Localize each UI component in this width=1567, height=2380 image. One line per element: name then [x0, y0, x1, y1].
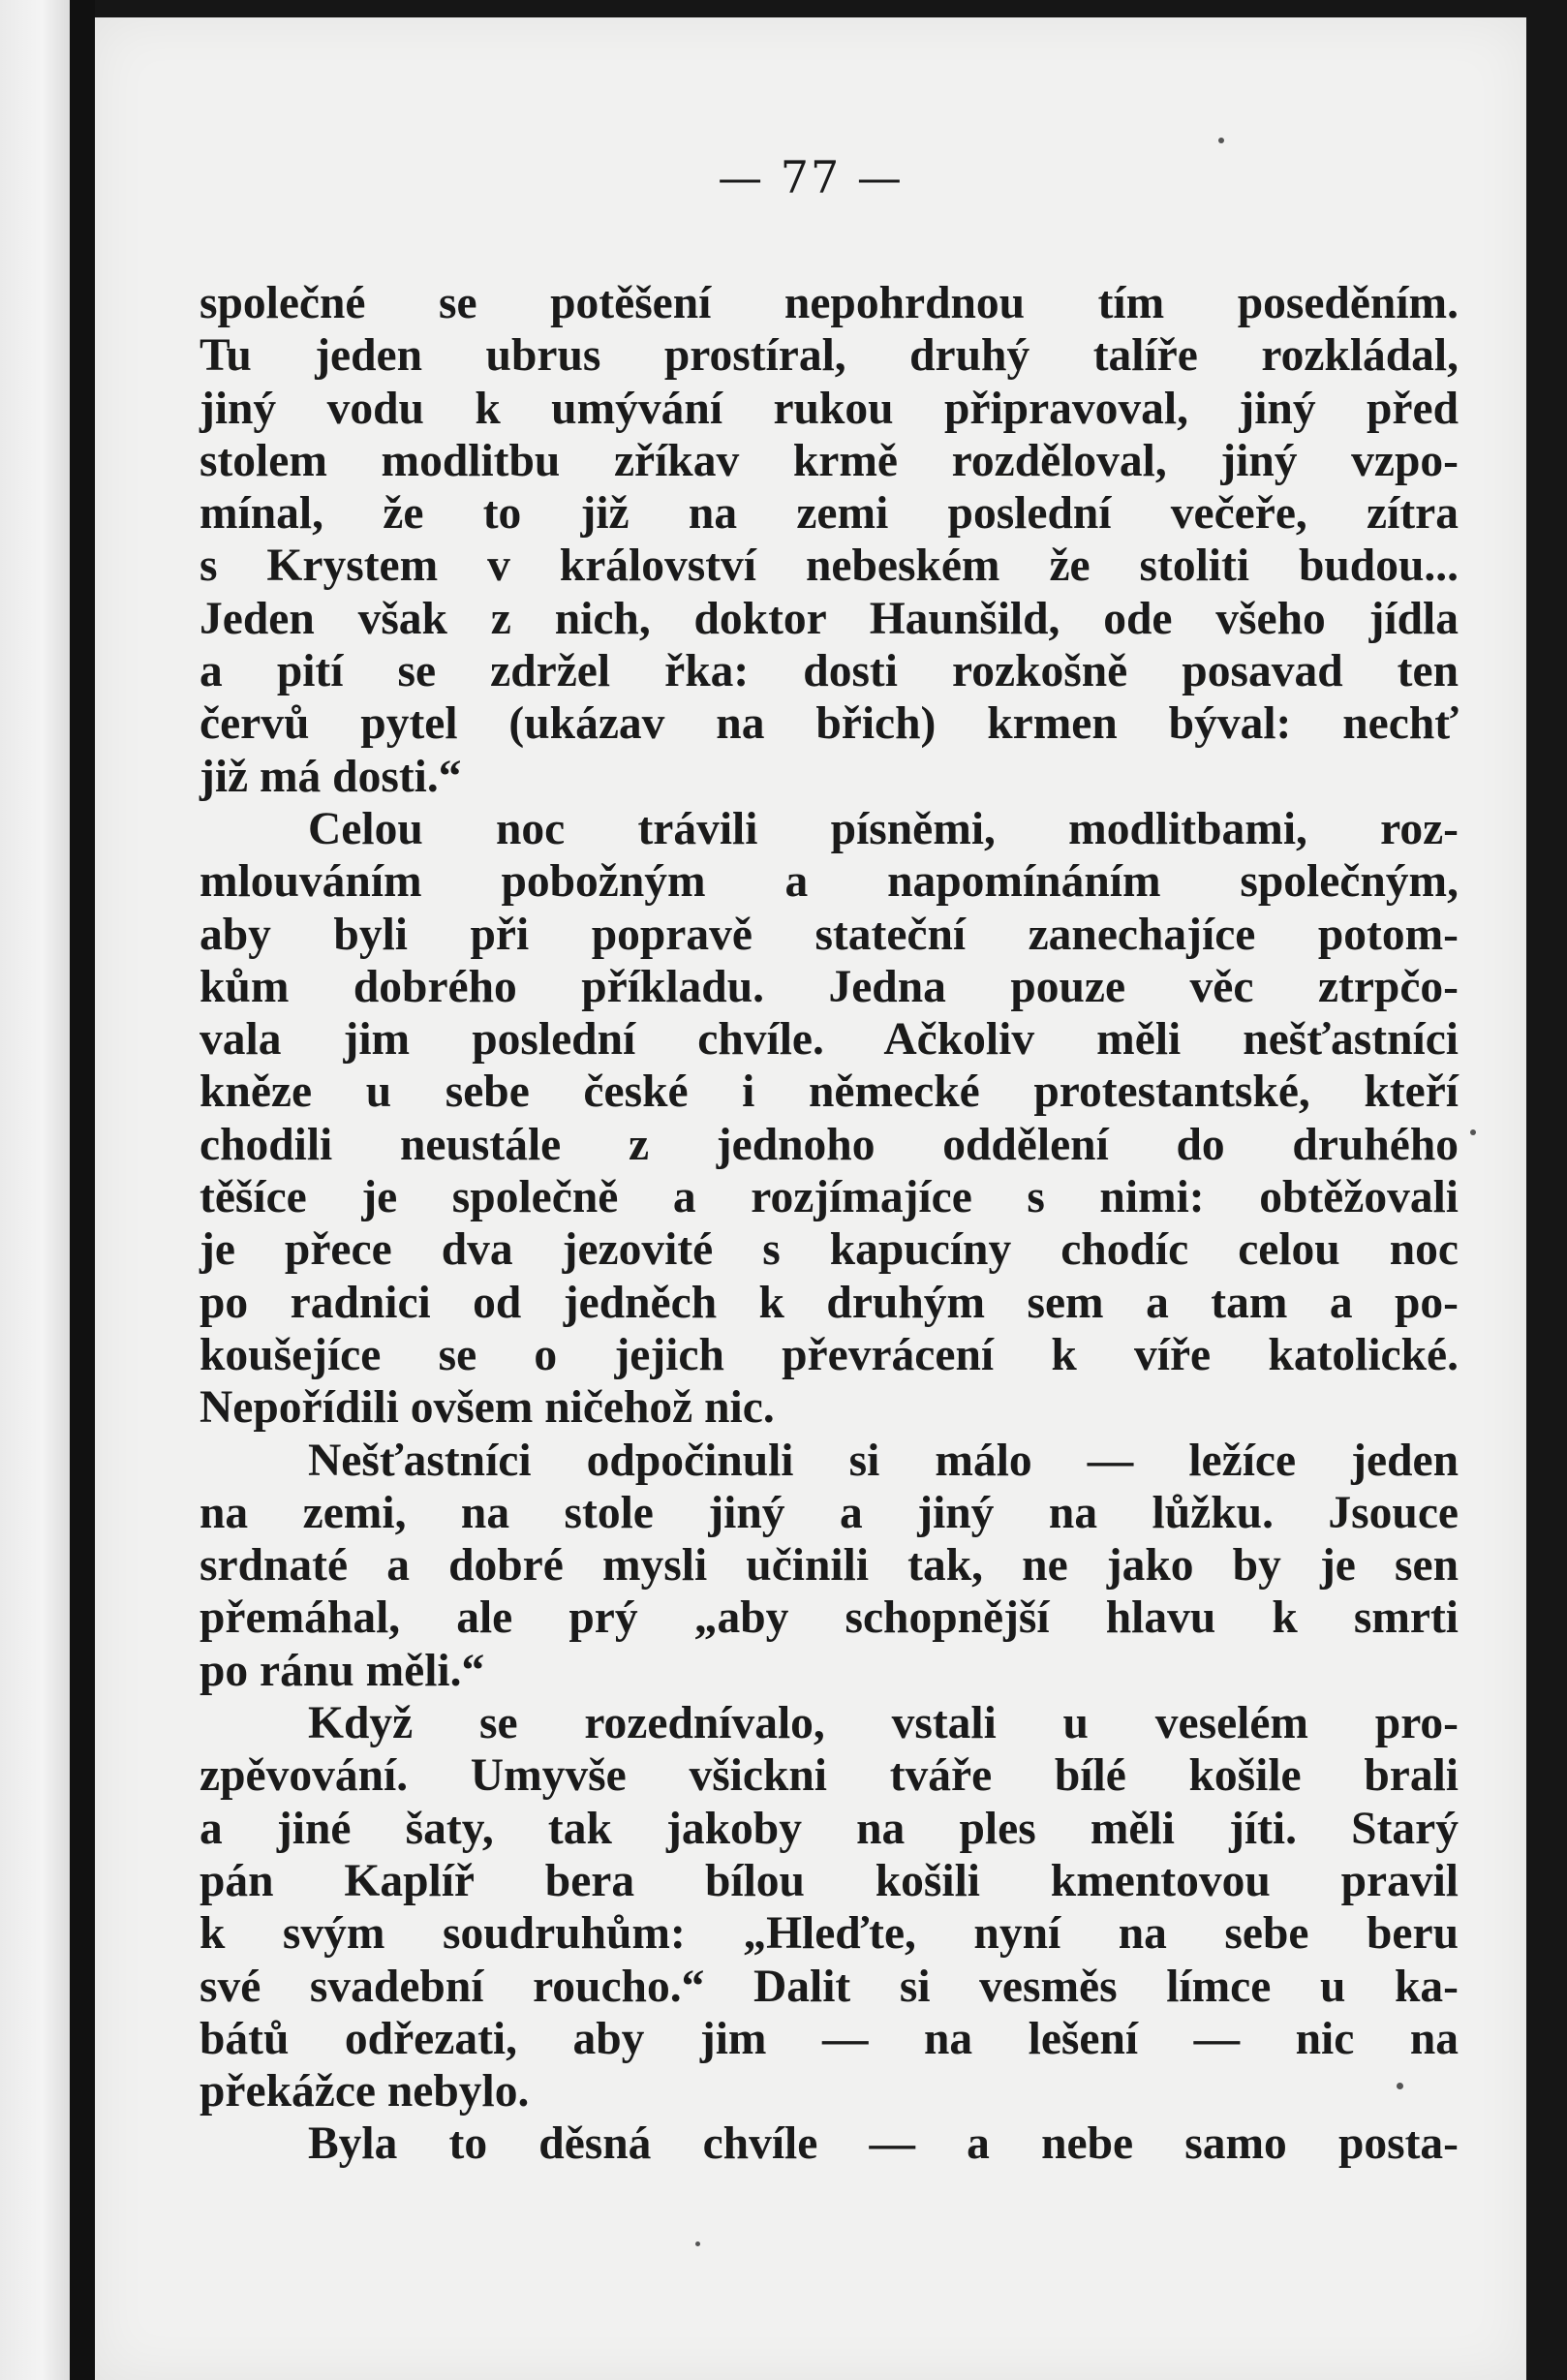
previous-page-edge — [0, 0, 70, 2380]
book-page — [95, 17, 1526, 2380]
text-line: kům dobrého příkladu. Jedna pouze věc ztrpčo- — [200, 961, 1459, 1012]
text-line: pán Kaplíř bera bílou košili kmentovou pravil — [200, 1855, 1459, 1906]
text-line: Celou noc trávili písněmi, modlitbami, roz- — [308, 803, 1459, 854]
text-line: chodili neustále z jednoho oddělení do druhého — [200, 1119, 1459, 1170]
text-line: Tu jeden ubrus prostíral, druhý talíře rozkládal, — [200, 330, 1459, 382]
text-line: překážce nebylo. — [200, 2066, 530, 2117]
text-line: aby byli při popravě stateční zanechajíce potom- — [200, 909, 1459, 960]
text-line: a jiné šaty, tak jakoby na ples měli jíti. Starý — [200, 1803, 1459, 1854]
paper-speck — [695, 2241, 700, 2246]
text-line: již má dosti.“ — [200, 751, 462, 802]
text-line: po ránu měli.“ — [200, 1645, 485, 1696]
text-line: přemáhal, ale prý „aby schopnější hlavu k smrti — [200, 1592, 1459, 1644]
text-line: červů pytel (ukázav na břich) krmen býval: nechť — [200, 698, 1459, 750]
paper-speck — [1470, 1129, 1476, 1135]
text-line: po radnici od jedněch k druhým sem a tam a po- — [200, 1277, 1459, 1328]
text-line: Nešťastníci odpočinuli si málo — ležíce jeden — [308, 1435, 1459, 1486]
page-number: — 77 — — [718, 151, 904, 203]
text-line: Jeden však z nich, doktor Haunšild, ode všeho jídla — [200, 593, 1459, 644]
text-line: Když se rozednívalo, vstali u veselém pro- — [308, 1698, 1459, 1749]
text-line: koušejíce se o jejich převrácení k víře katolické. — [200, 1329, 1459, 1380]
text-line: s Krystem v království nebeském že stoliti budou... — [200, 541, 1459, 592]
text-line: bátů odřezati, aby jim — na lešení — nic na — [200, 2013, 1459, 2064]
text-line: kněze u sebe české i německé protestantské, kteří — [200, 1066, 1459, 1118]
text-line: těšíce je společně a rozjímajíce s nimi: obtěžovali — [200, 1172, 1459, 1223]
text-line: své svadební roucho.“ Dalit si vesměs límce u ka- — [200, 1961, 1459, 2012]
text-line: zpěvování. Umyvše všickni tváře bílé košile brali — [200, 1750, 1459, 1802]
text-line: společné se potěšení nepohrdnou tím poseděním. — [200, 278, 1459, 328]
text-line: a pití se zdržel řka: dosti rozkošně posavad ten — [200, 646, 1459, 697]
text-line: stolem modlitbu zříkav krmě rozděloval, jiný vzpo- — [200, 435, 1459, 486]
text-line: srdnaté a dobré mysli učinili tak, ne jako by je sen — [200, 1540, 1459, 1592]
text-line: je přece dva jezovité s kapucíny chodíc celou noc — [200, 1224, 1459, 1276]
text-line: mínal, že to již na zemi poslední večeře, zítra — [200, 488, 1459, 540]
body-text — [200, 277, 1459, 2171]
text-line: Nepořídili ovšem ničehož nic. — [200, 1382, 775, 1434]
gutter-shadow — [70, 0, 95, 2380]
text-line: k svým soudruhům: „Hleďte, nyní na sebe beru — [200, 1908, 1459, 1960]
paper-speck — [1218, 138, 1224, 143]
text-line: vala jim poslední chvíle. Ačkoliv měli nešťastníci — [200, 1014, 1459, 1066]
text-line: Byla to děsná chvíle — a nebe samo posta- — [308, 2118, 1459, 2170]
text-line: jiný vodu k umývání rukou připravoval, jiný před — [200, 383, 1459, 434]
text-line: na zemi, na stole jiný a jiný na lůžku. Jsouce — [200, 1487, 1459, 1538]
paper-speck — [1397, 2083, 1403, 2089]
text-line: mlouváním pobožným a napomínáním společným, — [200, 856, 1459, 908]
